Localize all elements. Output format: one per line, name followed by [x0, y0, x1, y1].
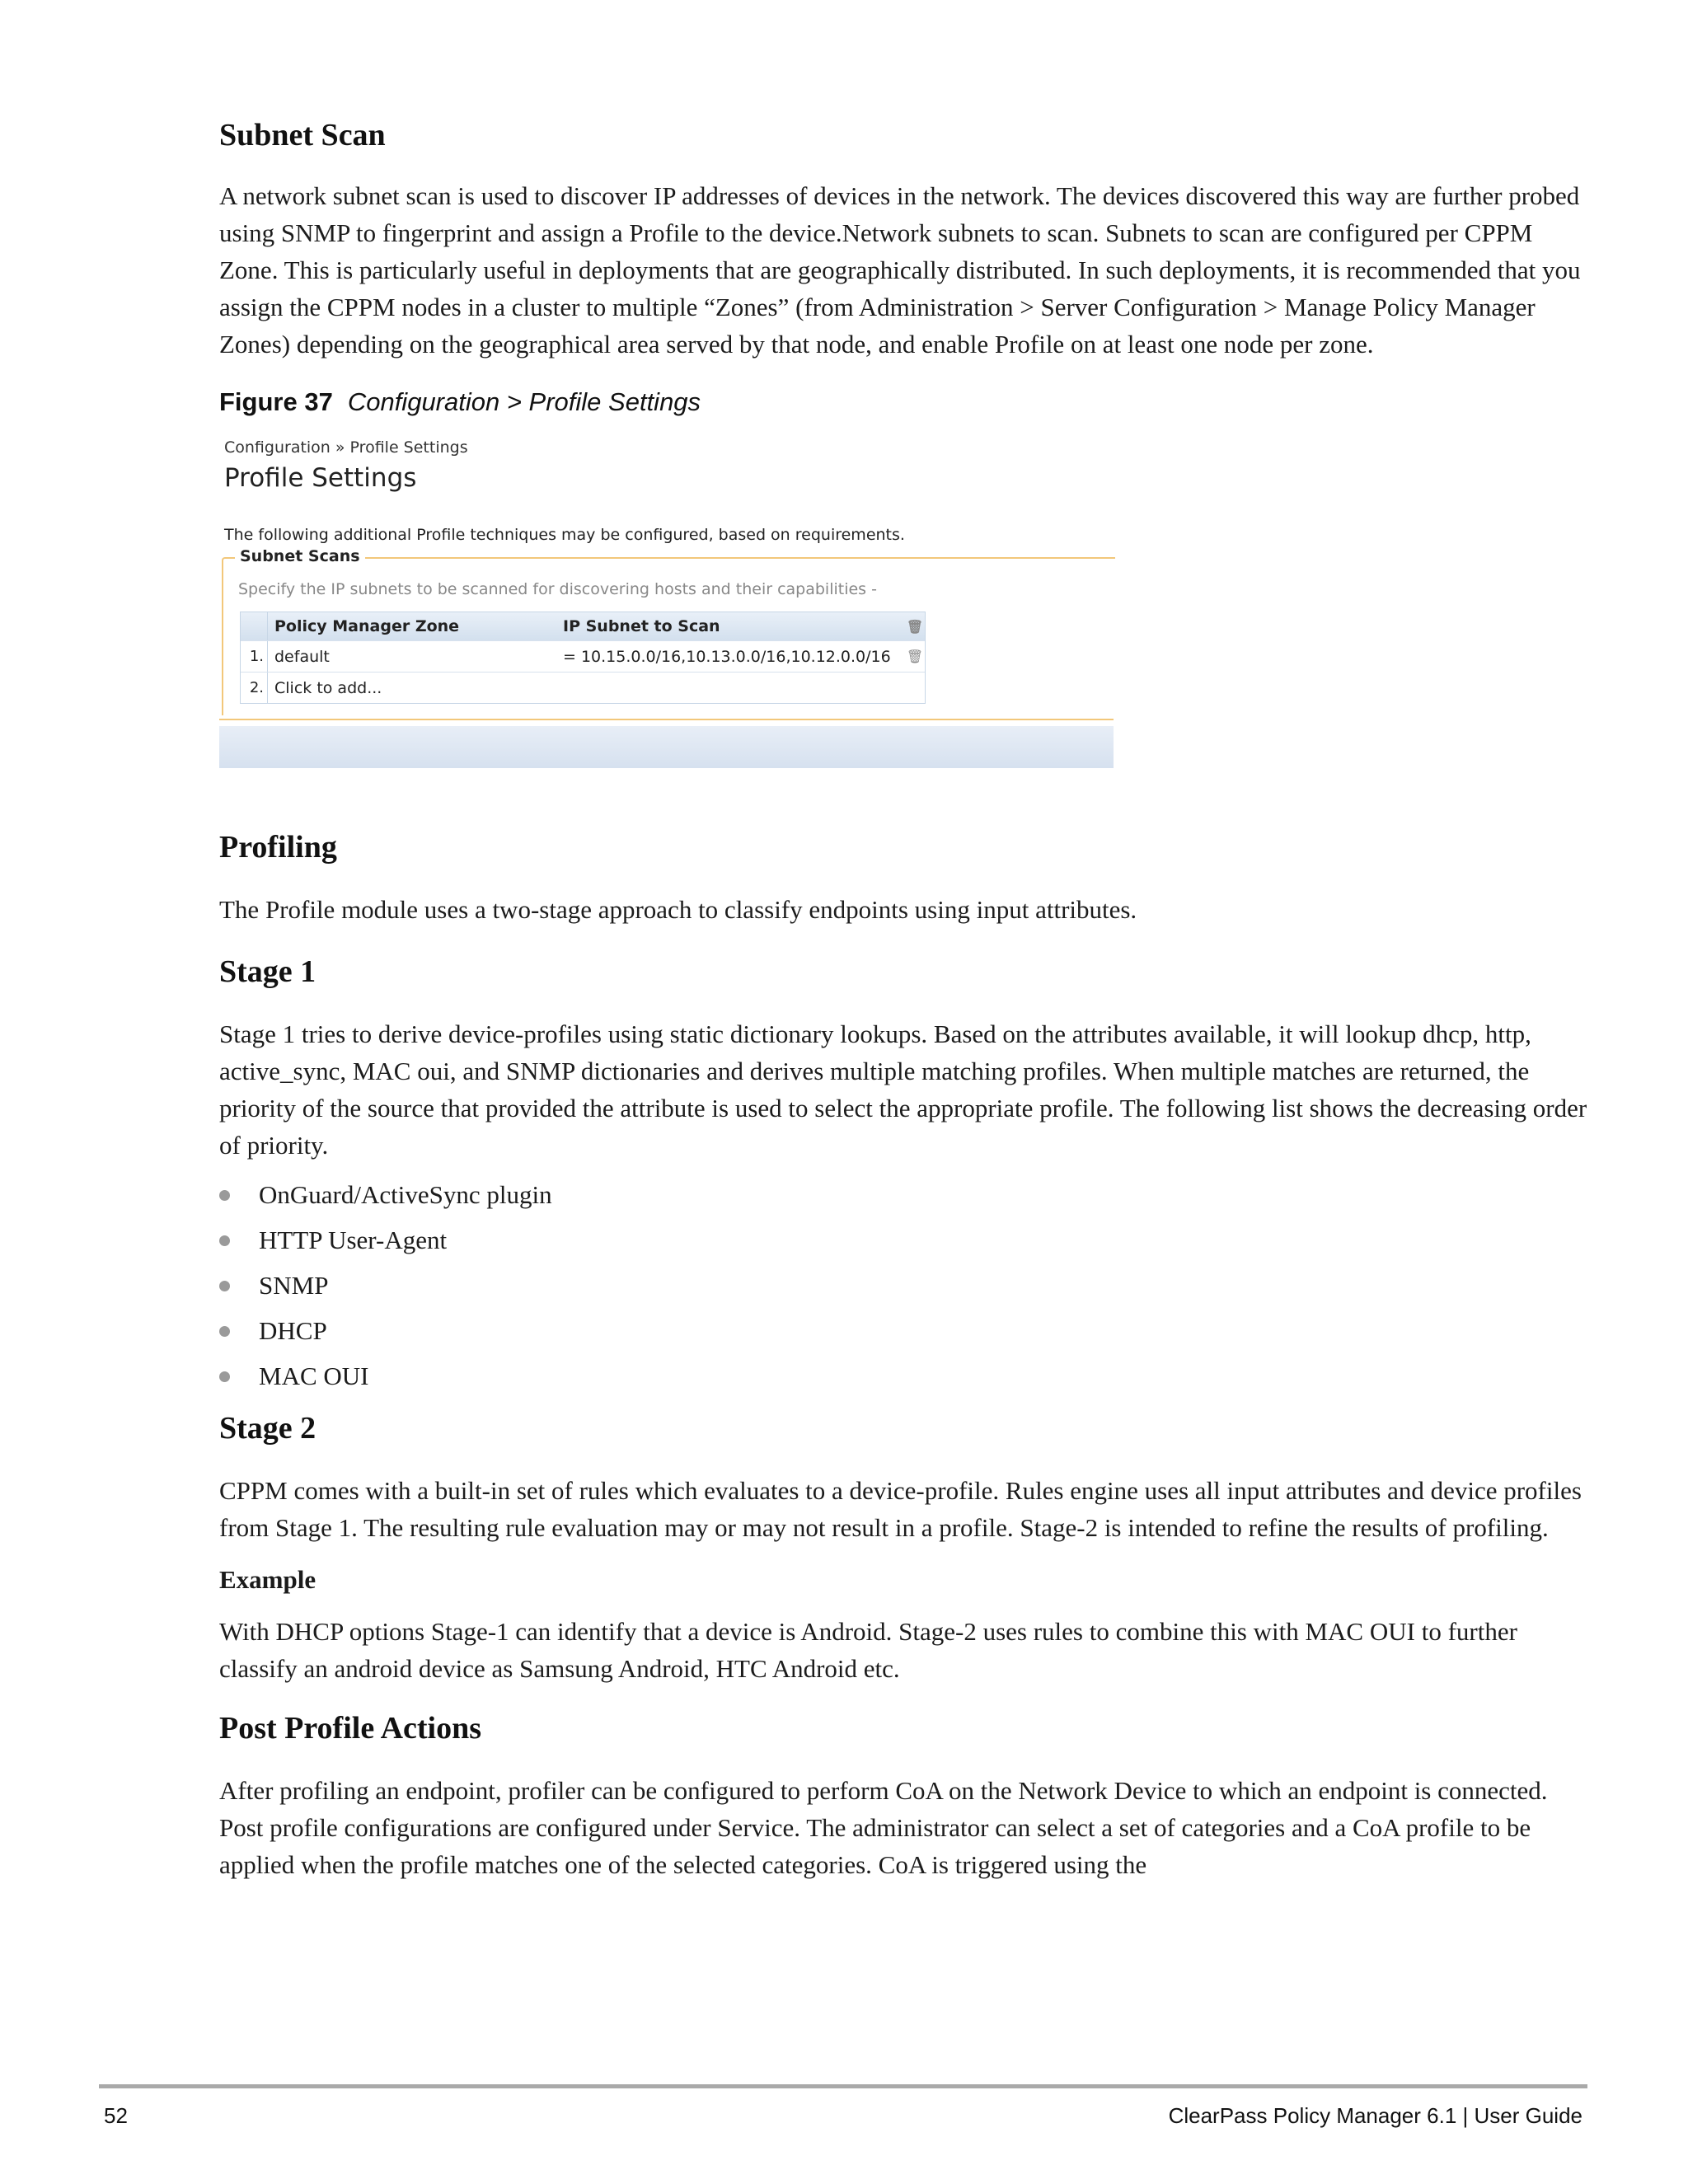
- figure-title: Configuration > Profile Settings: [347, 387, 701, 416]
- priority-list: [219, 1172, 1596, 1399]
- breadcrumb[interactable]: Configuration » Profile Settings: [224, 438, 468, 457]
- list-item: [219, 1172, 1596, 1217]
- list-item: [219, 1308, 1596, 1353]
- zone-cell[interactable]: default: [267, 641, 553, 672]
- figure-caption: [219, 384, 1596, 420]
- list-item-text: MAC OUI: [259, 1361, 369, 1390]
- list-item-text: HTTP User-Agent: [259, 1226, 448, 1254]
- profile-settings-screenshot: [219, 434, 1114, 768]
- page-number: 52: [104, 2103, 128, 2128]
- table-header-row: [241, 612, 925, 640]
- section-heading-subnet-scan: Subnet Scan: [219, 118, 386, 152]
- list-item: [219, 1217, 1596, 1263]
- post-profile-paragraph: After profiling an endpoint, profiler can be configured to perform CoA on the Network Device to which an endpoint is connected. Post profile configurations are configured under Service. The administrator can select a set of categories and a CoA profile to be applied when the profile matches one of the selected categories. CoA is triggered using the: [219, 1776, 1548, 1879]
- subnet-scan-paragraph: A network subnet scan is used to discover IP addresses of devices in the network. The devices discovered this way are further probed using SNMP to fingerprint and assign a Profile to the device.Network subnets to scan. Subnets to scan are configured per CPPM Zone. This is particularly useful in deployments that are geographically distributed. In such deployments, it is recommended that you assign the CPPM nodes in a cluster to multiple “Zones” (from Administration > Server Configuration > Manage Policy Manager Zones) depending on the geographical area served by that node, and enable Profile on at least one node per zone.: [219, 181, 1581, 359]
- page-content: [219, 115, 1596, 1883]
- table-row[interactable]: [241, 640, 925, 672]
- footer-divider: [99, 2084, 1587, 2088]
- section-heading-stage-2: Stage 2: [219, 1411, 316, 1446]
- section-heading-profiling: Profiling: [219, 830, 337, 865]
- page-title: Profile Settings: [224, 463, 417, 493]
- section-heading-stage-1: Stage 1: [219, 954, 316, 989]
- fieldset-bottom-rule: [219, 719, 1114, 720]
- delete-row-icon[interactable]: 🗑: [906, 649, 924, 664]
- bullet-icon: [219, 1281, 230, 1291]
- bullet-icon: [219, 1235, 230, 1246]
- stage-1-paragraph: Stage 1 tries to derive device-profiles using static dictionary lookups. Based on the attributes available, it will lookup dhcp, http, active_sync, MAC oui, and SNMP dictionaries and derives multiple matching profiles. When multiple matches are returned, the priority of the source that provided the attribute is used to select the appropriate profile. The following list shows the decreasing order of priority.: [219, 1019, 1587, 1160]
- table-row[interactable]: [241, 672, 925, 703]
- subnet-hint: Specify the IP subnets to be scanned for discovering hosts and their capabilities -: [238, 580, 877, 598]
- delete-header-icon: 🗑: [906, 618, 924, 635]
- subnet-cell[interactable]: [553, 673, 905, 703]
- example-paragraph: With DHCP options Stage-1 can identify that a device is Android. Stage-2 uses rules to combine this with MAC OUI to further classify an android device as Samsung Android, HTC Android etc.: [219, 1617, 1517, 1683]
- profiling-paragraph: The Profile module uses a two-stage approach to classify endpoints using input attributes.: [219, 895, 1137, 924]
- bullet-icon: [219, 1190, 230, 1201]
- column-header-subnet[interactable]: IP Subnet to Scan: [563, 617, 720, 635]
- stage-2-paragraph: CPPM comes with a built-in set of rules which evaluates to a device-profile. Rules engine uses all input attributes and device profiles from Stage 1. The resulting rule evaluation may or may not result in a profile. Stage-2 is intended to refine the results of profiling.: [219, 1476, 1582, 1542]
- bullet-icon: [219, 1371, 230, 1382]
- list-item-text: DHCP: [259, 1316, 327, 1345]
- example-label: Example: [219, 1565, 316, 1594]
- footer-button-bar: [219, 726, 1114, 768]
- subnet-cell[interactable]: = 10.15.0.0/16,10.13.0.0/16,10.12.0.0/16: [563, 647, 891, 666]
- section-heading-post-profile-actions: Post Profile Actions: [219, 1711, 482, 1746]
- guide-title: ClearPass Policy Manager 6.1 | User Guide: [1168, 2103, 1582, 2128]
- settings-description: The following additional Profile techniques may be configured, based on requirements.: [224, 526, 905, 544]
- figure-number: Figure 37: [219, 387, 333, 416]
- list-item-text: SNMP: [259, 1271, 329, 1300]
- subnet-scans-fieldset: [222, 547, 1115, 715]
- list-item-text: OnGuard/ActiveSync plugin: [259, 1180, 552, 1209]
- subnet-table: [240, 612, 926, 704]
- row-index: 1.: [249, 648, 264, 665]
- list-item: [219, 1263, 1596, 1308]
- bullet-icon: [219, 1326, 230, 1337]
- row-index: 2.: [249, 679, 264, 696]
- add-row-link[interactable]: Click to add...: [267, 673, 553, 703]
- column-header-zone[interactable]: Policy Manager Zone: [267, 612, 553, 640]
- list-item: [219, 1353, 1596, 1399]
- fieldset-legend: Subnet Scans: [235, 547, 365, 565]
